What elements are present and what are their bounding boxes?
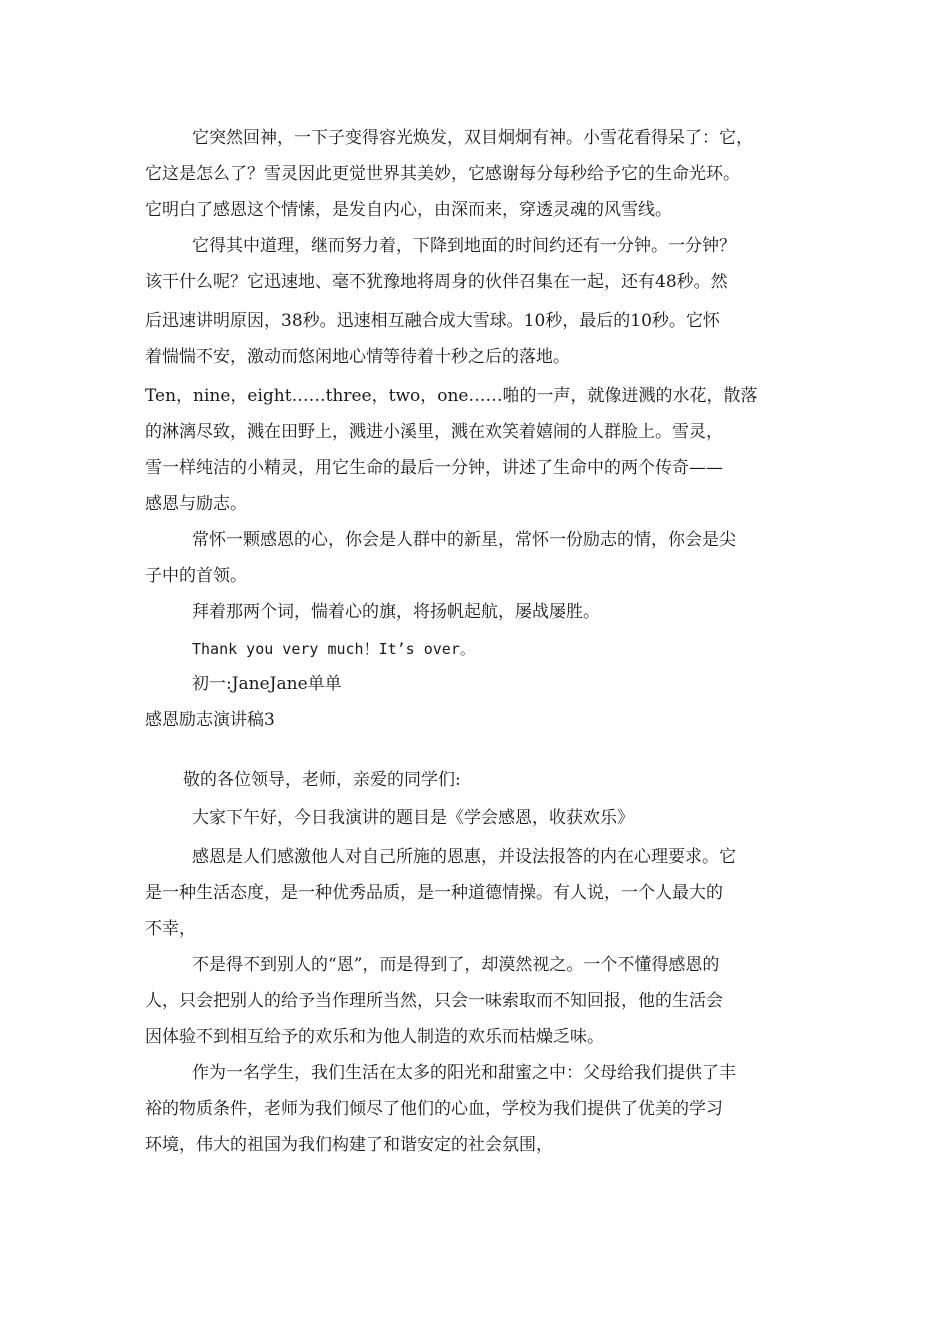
text-line: 人，只会把别人的给予当作理所当然，只会一味索取而不知回报，他的生活会	[145, 991, 723, 1011]
text-line: Thank you very much！It’s over。	[192, 640, 475, 658]
text-line: 感恩与励志。	[145, 494, 247, 514]
text-line: 不幸，	[145, 919, 196, 939]
text-line: 子中的首领。	[145, 566, 247, 586]
text-line: 它得其中道理，继而努力着，下降到地面的时间约还有一分钟。一分钟？	[192, 236, 736, 256]
text-line: 着惴惴不安，激动而悠闲地心情等待着十秒之后的落地。	[145, 347, 570, 367]
text-line: 的淋漓尽致，溅在田野上，溅进小溪里，溅在欢笑着嬉闹的人群脸上。雪灵，	[145, 422, 723, 442]
text-line: 大家下午好，今日我演讲的题目是《学会感恩，收获欢乐》	[192, 808, 634, 828]
text-line: 因体验不到相互给予的欢乐和为他人制造的欢乐而枯燥乏味。	[145, 1027, 604, 1047]
text-line: 它明白了感恩这个情愫，是发自内心，由深而来，穿透灵魂的风雪线。	[145, 200, 672, 220]
text-line: 感恩是人们感激他人对自己所施的恩惠，并设法报答的内在心理要求。它	[192, 847, 736, 867]
text-line: 不是得不到别人的“恩”，而是得到了，却漠然视之。一个不懂得感恩的	[192, 955, 720, 975]
text-line: 是一种生活态度，是一种优秀品质，是一种道德情操。有人说，一个人最大的	[145, 883, 723, 903]
text-line: 裕的物质条件，老师为我们倾尽了他们的心血，学校为我们提供了优美的学习	[145, 1099, 723, 1119]
text-line: 常怀一颗感恩的心，你会是人群中的新星，常怀一份励志的情，你会是尖	[192, 530, 736, 550]
text-line: 初一:JaneJane单单	[192, 674, 342, 694]
text-line: 拜着那两个词，惴着心的旗，将扬帆起航，屡战屡胜。	[192, 602, 600, 622]
text-line: 它这是怎么了？雪灵因此更觉世界其美妙，它感谢每分每秒给予它的生命光环。	[145, 164, 740, 184]
text-line: 雪一样纯洁的小精灵，用它生命的最后一分钟，讲述了生命中的两个传奇——	[145, 458, 723, 478]
text-line: 环境，伟大的祖国为我们构建了和谐安定的社会氛围，	[145, 1135, 553, 1155]
text-line: 作为一名学生，我们生活在太多的阳光和甜蜜之中：父母给我们提供了丰	[192, 1063, 736, 1083]
text-line: 后迅速讲明原因，38秒。迅速相互融合成大雪球。10秒，最后的10秒。它怀	[145, 311, 720, 331]
text-line: 敬的各位领导，老师，亲爱的同学们:	[183, 770, 461, 790]
text-line: 它突然回神，一下子变得容光焕发，双目炯炯有神。小雪花看得呆了：它，	[192, 128, 753, 148]
text-line: 该干什么呢？它迅速地、毫不犹豫地将周身的伙伴召集在一起，还有48秒。然	[145, 272, 728, 292]
section-heading: 感恩励志演讲稿3	[145, 710, 275, 730]
text-line: Ten，nine，eight……three，two，one……啪的一声，就像迸溅的水花，散落	[145, 386, 758, 406]
